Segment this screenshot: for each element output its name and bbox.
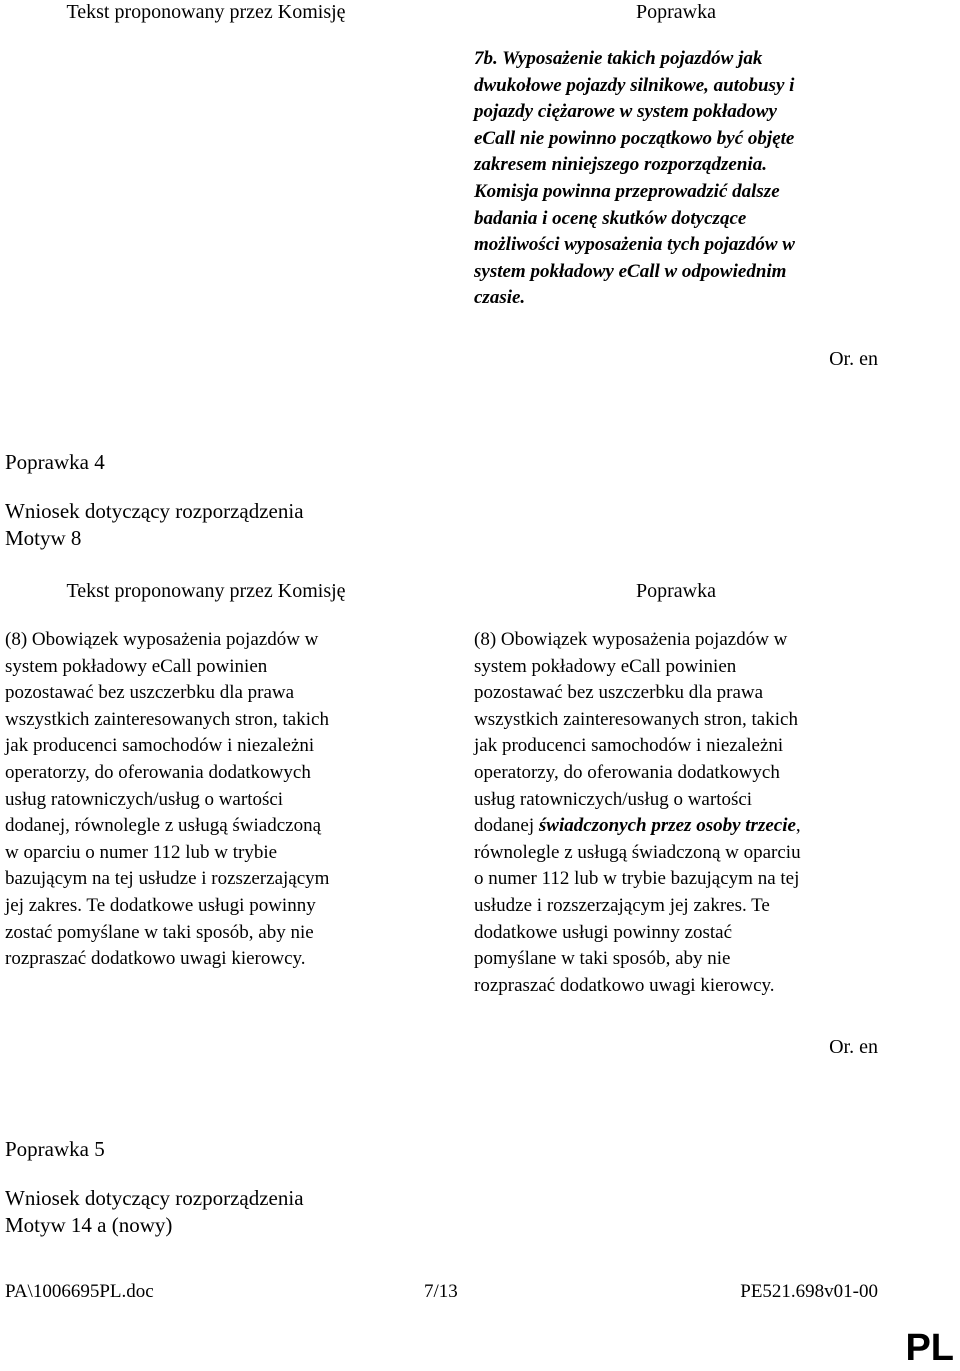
text-line: operatorzy, do oferowania dodatkowych [474,761,780,783]
amendment-4-reference: Motyw 8 [5,526,82,550]
text-line: dwukołowe pojazdy silnikowe, autobusy i [474,74,795,96]
text-line: bazującym na tej usłudze i rozszerzającym [5,868,330,890]
text-line-with-insertion [474,813,801,840]
text-line: rozpraszać dodatkowo uwagi kierowcy. [474,974,775,996]
col-header-amendment: Poprawka [636,580,716,602]
amendment-4-title: Poprawka 4 [5,450,105,474]
text-line: w oparciu o numer 112 lub w trybie [5,841,278,863]
text-line: badania i ocenę skutków dotyczące [474,207,747,229]
text-line: możliwości wyposażenia tych pojazdów w [474,234,795,256]
text-line: czasie. [474,287,526,309]
origin-language-top: Or. en [829,348,878,370]
text-line: (8) Obowiązek wyposażenia pojazdów w [5,629,319,650]
text-line: pomyślane w taki sposób, aby nie [474,948,731,970]
amendment-5-subject: Wniosek dotyczący rozporządzenia [5,1186,304,1210]
text-line: usłudze i rozszerzającym jej zakres. Te [474,894,770,916]
text-line: system pokładowy eCall powinien [5,655,268,677]
text-line: jak producenci samochodów i niezależni [474,735,784,757]
text-line: o numer 112 lub w trybie bazującym na tej [474,868,800,890]
text-line: system pokładowy eCall powinien [474,655,737,677]
amendment-5-title: Poprawka 5 [5,1137,105,1161]
footer-doc-code: PE521.698v01-00 [740,1281,878,1302]
text-line: jak producenci samochodów i niezależni [5,735,315,757]
text-line: wszystkich zainteresowanych stron, takich [474,708,798,730]
text-line: pozostawać bez uszczerbku dla prawa [474,682,764,704]
col-header-commission: Tekst proponowany przez Komisję [66,580,346,602]
inserted-text: świadczonych przez osoby trzecie [538,815,796,837]
text-line: 7b. Wyposażenie takich pojazdów jak [474,48,763,69]
text-line: pozostawać bez uszczerbku dla prawa [5,682,295,704]
text-line: system pokładowy eCall w odpowiednim [474,260,787,282]
origin-language: Or. en [829,1036,878,1058]
footer-doc-ref: PA\1006695PL.doc [5,1281,154,1302]
text-fragment: , [795,815,801,837]
text-line: zostać pomyślane w taki sposób, aby nie [5,921,314,943]
amendment-5-reference: Motyw 14 a (nowy) [5,1213,173,1237]
col-header-commission-top: Tekst proponowany przez Komisję [66,1,346,23]
text-line: usług ratowniczych/usług o wartości [474,788,753,810]
amendment-text-7b [474,46,795,312]
text-line: eCall nie powinno początkowo być objęte [474,127,795,149]
footer-page-number: 7/13 [424,1281,458,1302]
text-line: jej zakres. Te dodatkowe usługi powinny [5,894,316,916]
text-line: wszystkich zainteresowanych stron, takich [5,708,329,730]
text-line: zakresem niniejszego rozporządzenia. [474,154,767,176]
text-line: operatorzy, do oferowania dodatkowych [5,761,311,783]
amendment-text-recital-8 [474,627,801,999]
col-header-amendment-top: Poprawka [636,1,716,23]
text-fragment: dodanej [474,815,539,837]
commission-text-recital-8 [5,627,329,973]
text-line: rozpraszać dodatkowo uwagi kierowcy. [5,948,306,970]
footer-language-code: PL [905,1327,954,1369]
text-line: (8) Obowiązek wyposażenia pojazdów w [474,629,788,650]
text-line: dodanej, równolegle z usługą świadczoną [5,815,322,837]
text-line: pojazdy ciężarowe w system pokładowy [474,101,777,123]
text-line: równolegle z usługą świadczoną w oparciu [474,841,801,863]
text-line: usług ratowniczych/usług o wartości [5,788,284,810]
text-line: dodatkowe usługi powinny zostać [474,921,733,943]
text-line: Komisja powinna przeprowadzić dalsze [474,180,780,202]
amendment-4-subject: Wniosek dotyczący rozporządzenia [5,499,304,523]
